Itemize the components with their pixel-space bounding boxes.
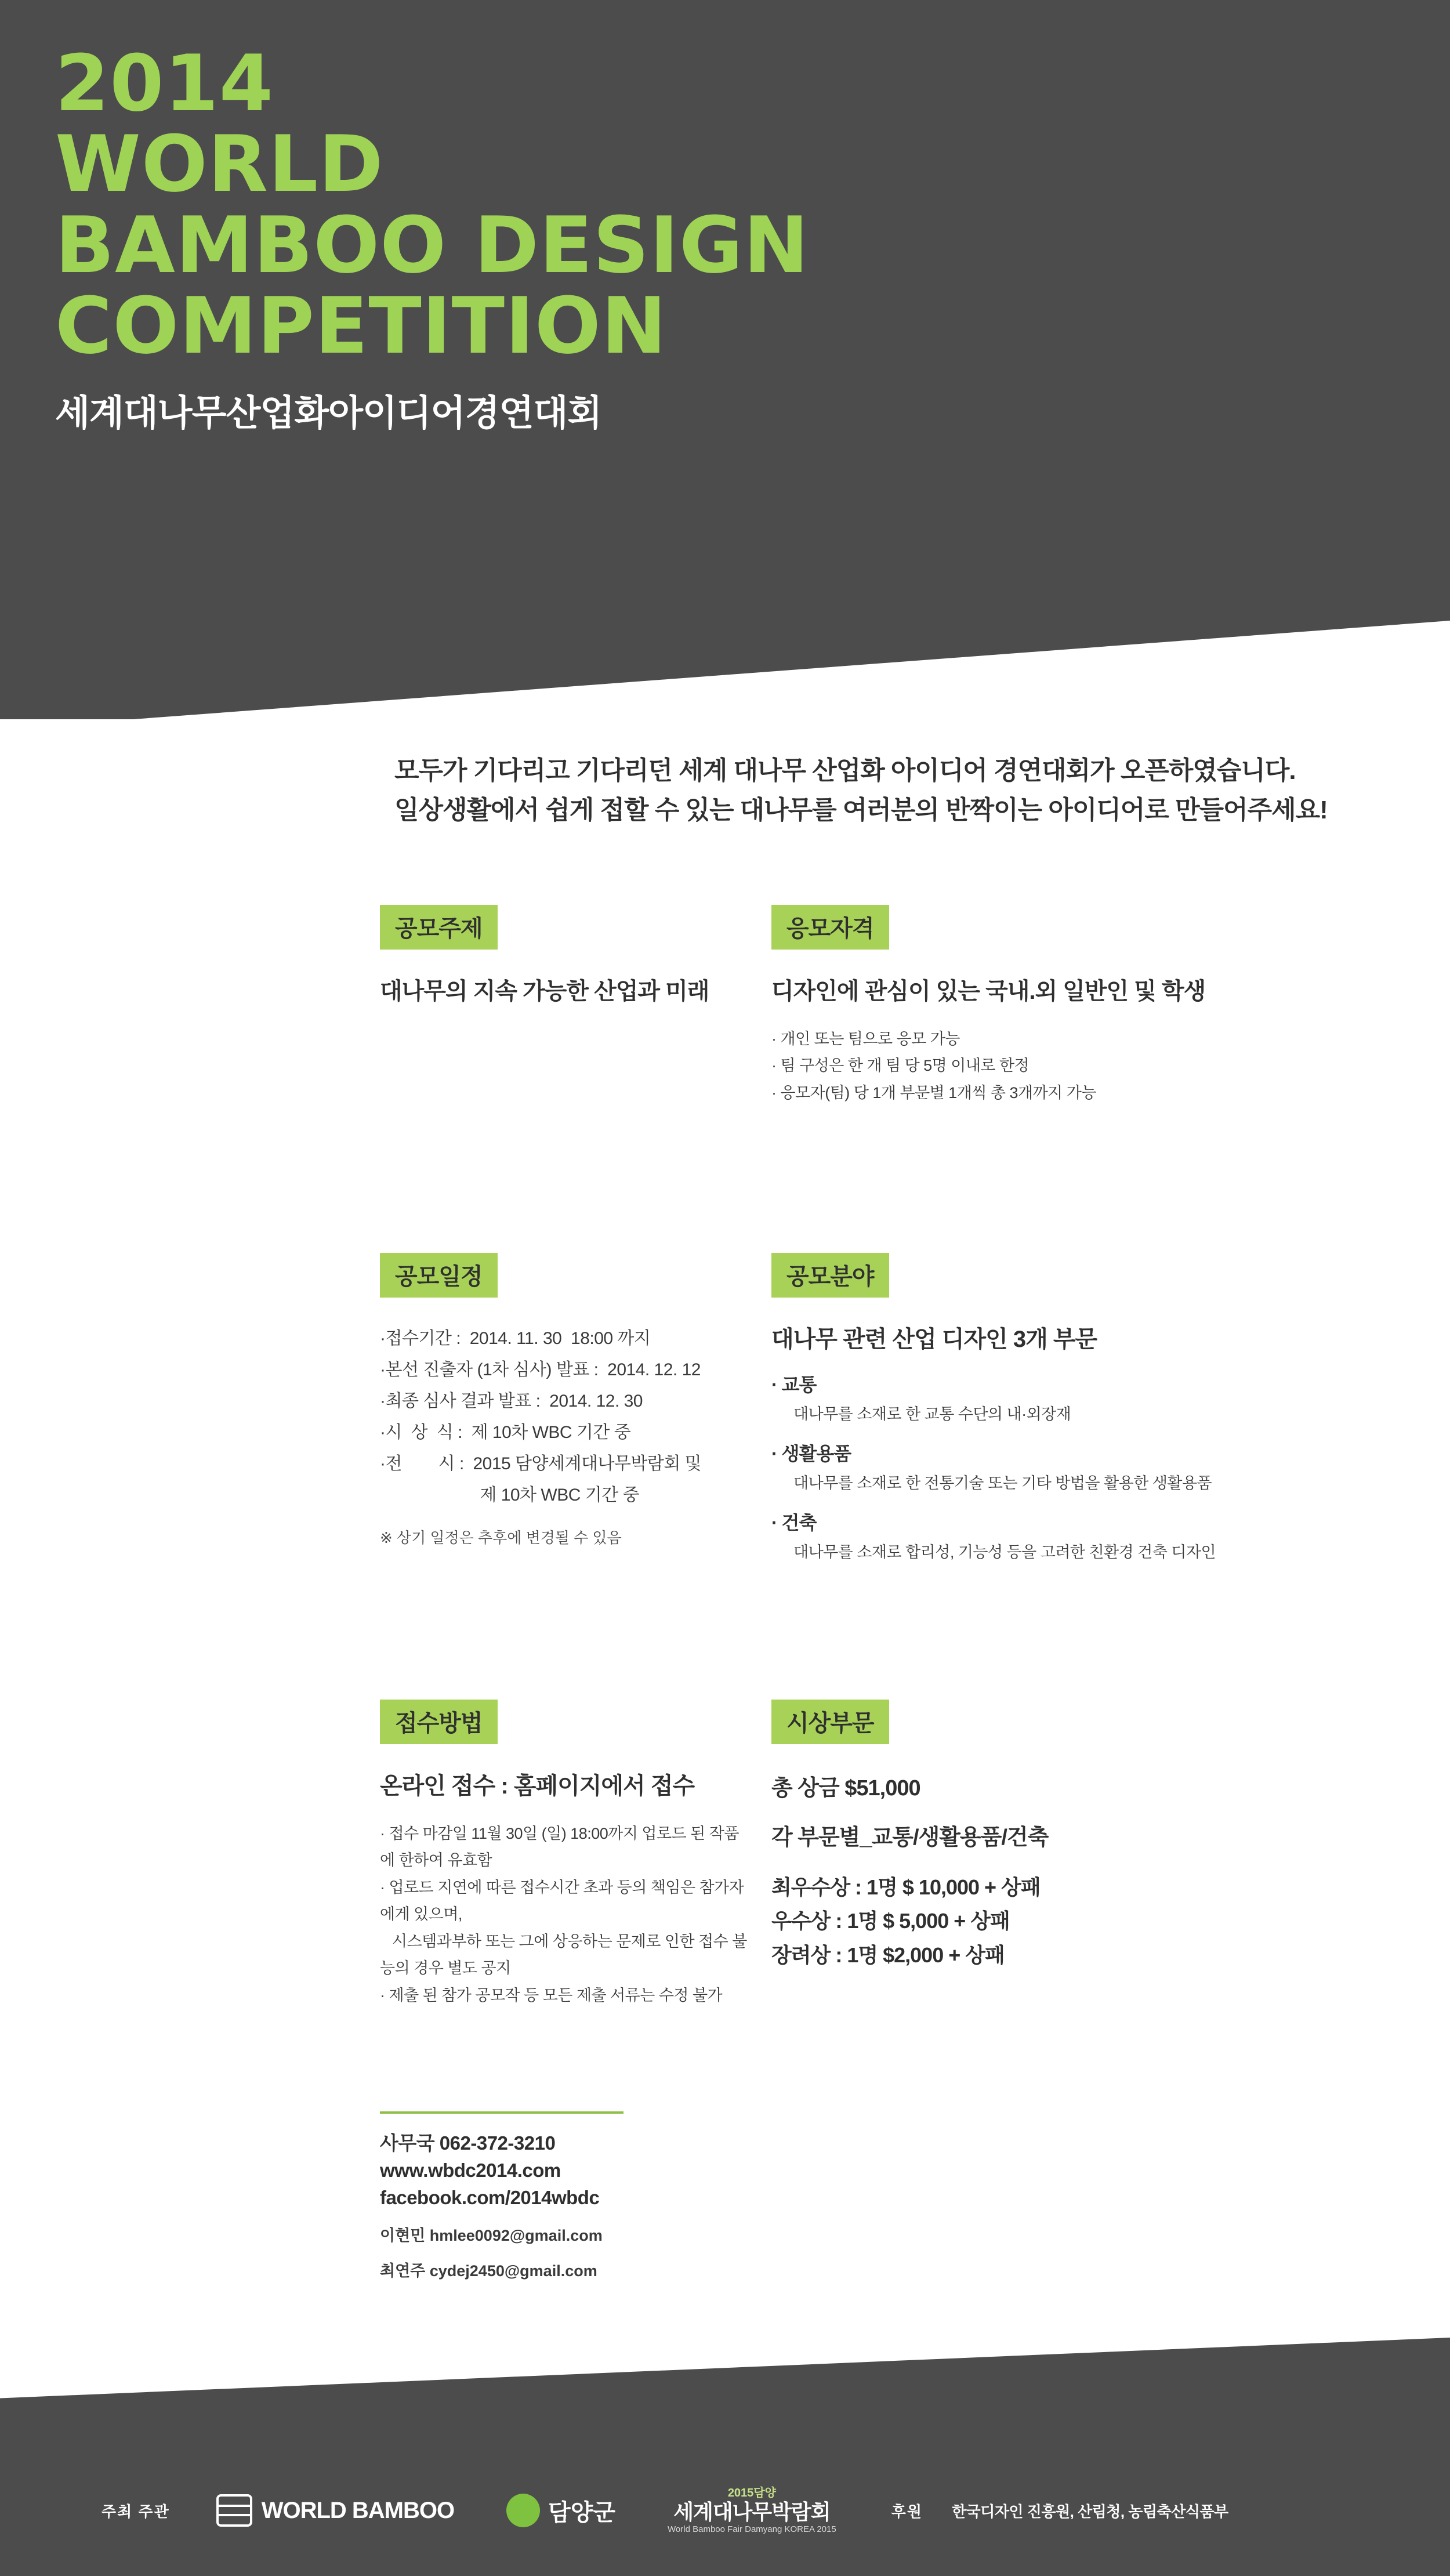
category-list [771, 1370, 1415, 1562]
section-submission-main: 온라인 접수 : 홈페이지에서 접수 [380, 1773, 695, 1799]
category-title: · 교통 [771, 1374, 817, 1395]
contact-email-1[interactable]: 이현민 hmlee0092@gmail.com [380, 2226, 603, 2244]
list-item: ·최종 심사 결과 발표 : 2014. 12. 30 [380, 1392, 643, 1411]
section-theme-main: 대나무의 지속 가능한 산업과 미래 [380, 979, 709, 1004]
title-line-3: BAMBOO DESIGN [55, 200, 810, 291]
category-item [771, 1439, 1415, 1493]
footer-diagonal-wedge [0, 2338, 1450, 2448]
category-title: · 생활용품 [771, 1443, 851, 1464]
footer-sponsors [0, 2445, 1450, 2576]
category-desc: 대나무를 소재로 합리성, 기능성 등을 고려한 친환경 건축 디자인 [793, 1544, 1216, 1561]
intro-paragraph [394, 751, 1415, 830]
bamboo-mark-icon [216, 2494, 252, 2527]
prize-by-category: 각 부문별_교통/생활용품/건축 [771, 1825, 1049, 1850]
list-item: ·접수기간 : 2014. 11. 30 18:00 까지 [380, 1329, 651, 1348]
logo-world-bamboo-text: WORLD BAMBOO [261, 2497, 455, 2523]
section-eligibility-main: 디자인에 관심이 있는 국내.외 일반인 및 학생 [771, 979, 1206, 1004]
list-item: · 개인 또는 팀으로 응모 가능 [771, 1030, 960, 1048]
category-desc: 대나무를 소재로 한 전통기술 또는 기타 방법을 활용한 생활용품 [793, 1474, 1212, 1492]
host-label: 주최 주관 [102, 2502, 170, 2520]
prize-list [771, 1871, 1415, 1972]
intro-line-1: 모두가 기다리고 기다리던 세계 대나무 산업화 아이디어 경연대회가 오픈하였습니다. [394, 756, 1296, 785]
list-item: · 제출 된 참가 공모작 등 모든 제출 서류는 수정 불가 [380, 1986, 723, 2004]
logo-damyang-text: 담양군 [548, 2499, 616, 2526]
category-desc: 대나무를 소재로 한 교통 수단의 내·외장재 [793, 1405, 1071, 1423]
category-item [771, 1370, 1415, 1424]
contact-facebook[interactable]: facebook.com/2014wbdc [380, 2186, 600, 2208]
section-categories-main: 대나무 관련 산업 디자인 3개 부문 [771, 1327, 1097, 1352]
category-title: · 건축 [771, 1512, 817, 1533]
list-item: · 팀 구성은 한 개 팀 당 5명 이내로 한정 [771, 1057, 1030, 1075]
logo-bamboo-fair [668, 2487, 836, 2534]
section-prizes [771, 1700, 1415, 1972]
prize-total: 총 상금 $51,000 [771, 1776, 920, 1800]
section-submission-heading: 접수방법 [380, 1700, 498, 1744]
logo-world-bamboo [216, 2494, 454, 2527]
section-schedule [380, 1253, 751, 1548]
section-theme-heading: 공모주제 [380, 905, 498, 950]
list-item: 시스템과부하 또는 그에 상응하는 문제로 인한 접수 불능의 경우 별도 공지 [380, 1932, 747, 1977]
damyang-mark-icon [506, 2494, 540, 2527]
subtitle-korean: 세계대나무산업화아이디어경연대회 [55, 393, 602, 434]
list-item: ·시 상 식 : 제 10차 WBC 기간 중 [380, 1423, 631, 1442]
contact-divider [380, 2111, 624, 2114]
title-line-2: WORLD [55, 119, 384, 210]
title-line-4: COMPETITION [55, 281, 667, 372]
section-categories-heading: 공모분야 [771, 1253, 889, 1298]
category-item [771, 1508, 1415, 1562]
section-schedule-note: ※ 상기 일정은 추후에 변경될 수 있음 [380, 1529, 622, 1546]
section-eligibility-bullets [771, 1026, 1415, 1106]
fair-top-text: 2015담양 [727, 2487, 776, 2500]
contact-block [380, 2111, 624, 2282]
section-theme [380, 905, 751, 1006]
section-eligibility [771, 905, 1415, 1106]
contact-website[interactable]: www.wbdc2014.com [380, 2159, 561, 2181]
section-schedule-bullets [380, 1323, 751, 1511]
sponsor-names: 한국디자인 진흥원, 산림청, 농림축산식품부 [951, 2502, 1228, 2520]
list-item: 제 10차 WBC 기간 중 [380, 1486, 639, 1505]
list-item: ·전 시 : 2015 담양세계대나무박람회 및 [380, 1454, 702, 1473]
section-categories [771, 1253, 1415, 1562]
fair-bottom-text: World Bamboo Fair Damyang KOREA 2015 [668, 2524, 836, 2534]
section-prizes-heading: 시상부문 [771, 1700, 889, 1744]
list-item: 장려상 : 1명 $2,000 + 상패 [771, 1943, 1005, 1967]
contact-office: 사무국 062-372-3210 [380, 2132, 556, 2154]
title-line-1: 2014 [55, 38, 274, 129]
list-item: · 업로드 지연에 따른 접수시간 초과 등의 책임은 참가자에게 있으며, [380, 1878, 744, 1923]
section-schedule-heading: 공모일정 [380, 1253, 498, 1298]
sponsor-label: 후원 [891, 2502, 923, 2520]
list-item: 최우수상 : 1명 $ 10,000 + 상패 [771, 1875, 1041, 1899]
list-item: 우수상 : 1명 $ 5,000 + 상패 [771, 1909, 1010, 1933]
logo-damyang [506, 2494, 615, 2527]
section-submission-bullets [380, 1820, 751, 2009]
list-item: · 응모자(팀) 당 1개 부문별 1개씩 총 3개까지 가능 [771, 1084, 1096, 1102]
list-item: · 접수 마감일 11월 30일 (일) 18:00까지 업로드 된 작품에 한하여 유효함 [380, 1825, 739, 1869]
contact-email-2[interactable]: 최연주 cydej2450@gmail.com [380, 2262, 597, 2280]
fair-mid-text: 세계대나무박람회 [673, 2500, 831, 2524]
list-item: ·본선 진출자 (1차 심사) 발표 : 2014. 12. 12 [380, 1360, 701, 1379]
section-eligibility-heading: 응모자격 [771, 905, 889, 950]
title-block [55, 38, 810, 436]
section-submission [380, 1700, 751, 2009]
intro-line-2: 일상생활에서 쉽게 접할 수 있는 대나무를 여러분의 반짝이는 아이디어로 만들어주세요! [394, 796, 1328, 825]
